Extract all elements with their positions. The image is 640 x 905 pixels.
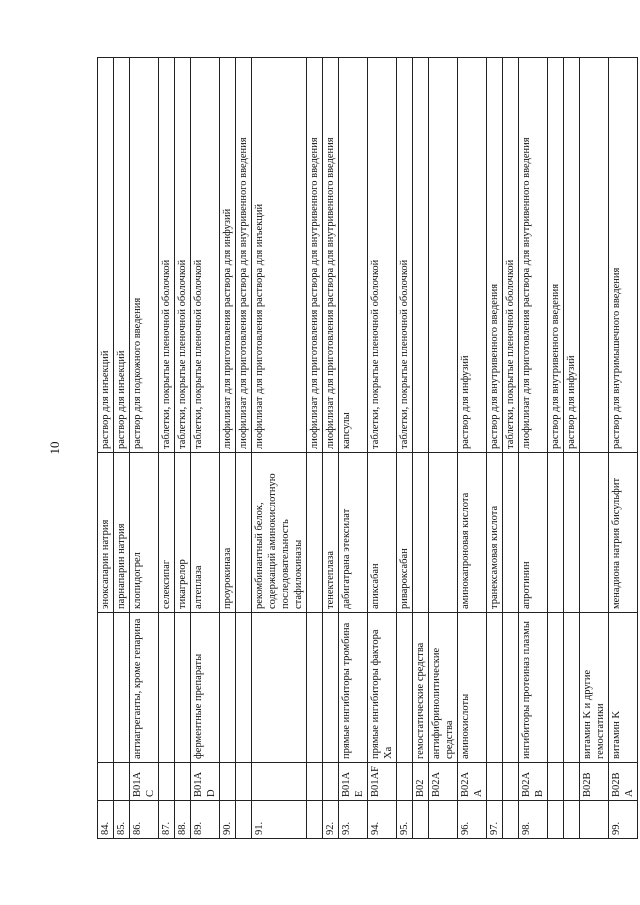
dosage-form: раствор для подкожного введения [130,58,159,453]
drug-name: менадиона натрия бисульфит [609,453,638,613]
row-number: 86. [130,801,159,839]
drug-name [580,453,609,613]
group-name: ингибиторы протеиназ плазмы [519,613,548,763]
drug-name: селексипаг [159,453,175,613]
row-number [503,801,519,839]
group-name: антифибринолитические средства [429,613,458,763]
group-name: витамин K и другие гемостатики [580,613,609,763]
row-number [236,801,252,839]
dosage-form: раствор для инъекций [98,58,114,453]
table-row [429,58,458,839]
drug-name: транексамовая кислота [487,453,503,613]
atc-code [564,763,580,801]
group-name [98,613,114,763]
table-row [564,58,580,839]
group-name [503,613,519,763]
dosage-form [429,58,458,453]
row-number [564,801,580,839]
atc-code: B02AB [519,763,548,801]
drug-name: дабигатрана этексилат [339,453,368,613]
dosage-form: лиофилизат для приготовления раствора для внутривенного введения [323,58,339,453]
group-name: ферментные препараты [191,613,220,763]
table-row [580,58,609,839]
atc-code [252,763,307,801]
medication-table [97,57,638,839]
row-number: 96. [458,801,487,839]
drug-name [236,453,252,613]
dosage-form: таблетки, покрытые пленочной оболочкой [191,58,220,453]
row-number: 94. [368,801,397,839]
atc-code [323,763,339,801]
table-row [487,58,503,839]
dosage-form: раствор для инъекций [114,58,130,453]
dosage-form: раствор для внутримышечного введения [609,58,638,453]
atc-code [220,763,236,801]
row-number: 88. [175,801,191,839]
group-name: гемостатические средства [413,613,429,763]
table-row [252,58,307,839]
atc-code [397,763,413,801]
row-number [307,801,323,839]
group-name: прямые ингибиторы тромбина [339,613,368,763]
dosage-form: таблетки, покрытые пленочной оболочкой [368,58,397,453]
atc-code: B02A [429,763,458,801]
dosage-form: раствор для внутривенного введения [548,58,564,453]
drug-name: парнапарин натрия [114,453,130,613]
row-number [548,801,564,839]
drug-name [307,453,323,613]
group-name: витамин K [609,613,638,763]
dosage-form: лиофилизат для приготовления раствора для инфузий [220,58,236,453]
table-row [519,58,548,839]
atc-code [307,763,323,801]
table-row [130,58,159,839]
group-name [397,613,413,763]
atc-code: B02 [413,763,429,801]
drug-name: ривароксабан [397,453,413,613]
page-number: 10 [47,441,62,455]
table-row [323,58,339,839]
table-row [397,58,413,839]
drug-name: клопидогрел [130,453,159,613]
row-number: 91. [252,801,307,839]
table-row [609,58,638,839]
group-name: антиагреганты, кроме гепарина [130,613,159,763]
table-row [220,58,236,839]
dosage-form: лиофилизат для приготовления раствора для инъекций [252,58,307,453]
dosage-form: таблетки, покрытые пленочной оболочкой [397,58,413,453]
row-number: 85. [114,801,130,839]
dosage-form: таблетки, покрытые пленочной оболочкой [159,58,175,453]
drug-name [548,453,564,613]
row-number [580,801,609,839]
drug-name: апротинин [519,453,548,613]
table-row [503,58,519,839]
atc-code [487,763,503,801]
dosage-form: таблетки, покрытые пленочной оболочкой [503,58,519,453]
group-name [175,613,191,763]
table-row [339,58,368,839]
group-name: аминокислоты [458,613,487,763]
row-number: 95. [397,801,413,839]
atc-code [175,763,191,801]
atc-code: B02B [580,763,609,801]
row-number: 99. [609,801,638,839]
atc-code: B02AA [458,763,487,801]
drug-name: проурокиназа [220,453,236,613]
dosage-form: лиофилизат для приготовления раствора для внутривенного введения [236,58,252,453]
group-name [548,613,564,763]
drug-name [429,453,458,613]
group-name [564,613,580,763]
drug-name: аминокапроновая кислота [458,453,487,613]
group-name [252,613,307,763]
dosage-form: лиофилизат для приготовления раствора для внутривенного введения [519,58,548,453]
table-row [307,58,323,839]
table-row [413,58,429,839]
dosage-form: раствор для инфузий [564,58,580,453]
dosage-form: капсулы [339,58,368,453]
drug-name [503,453,519,613]
dosage-form: раствор для инфузий [458,58,487,453]
atc-code: B01AE [339,763,368,801]
row-number [429,801,458,839]
row-number: 97. [487,801,503,839]
dosage-form: раствор для внутривенного введения [487,58,503,453]
table-row [159,58,175,839]
row-number: 93. [339,801,368,839]
drug-name [564,453,580,613]
atc-code [114,763,130,801]
drug-name: апиксабан [368,453,397,613]
group-name [307,613,323,763]
dosage-form: лиофилизат для приготовления раствора для внутривенного введения [307,58,323,453]
drug-name: тикагрелор [175,453,191,613]
drug-name: рекомбинантный белок, содержащий аминокислотную последовательность стафилокиназы [252,453,307,613]
atc-code: B01AD [191,763,220,801]
group-name [114,613,130,763]
atc-code [236,763,252,801]
row-number: 89. [191,801,220,839]
group-name [236,613,252,763]
group-name [323,613,339,763]
table-row [458,58,487,839]
table-row [368,58,397,839]
drug-name: эноксапарин натрия [98,453,114,613]
atc-code: B01AF [368,763,397,801]
group-name: прямые ингибиторы фактора Xa [368,613,397,763]
medication-table-rotated [97,58,635,839]
atc-code [548,763,564,801]
row-number: 90. [220,801,236,839]
atc-code [98,763,114,801]
dosage-form [413,58,429,453]
atc-code [503,763,519,801]
group-name [220,613,236,763]
atc-code: B02BA [609,763,638,801]
table-row [548,58,564,839]
table-row [98,58,114,839]
table-row [175,58,191,839]
row-number: 92. [323,801,339,839]
drug-name [413,453,429,613]
dosage-form [580,58,609,453]
row-number: 98. [519,801,548,839]
dosage-form: таблетки, покрытые пленочной оболочкой [175,58,191,453]
row-number: 87. [159,801,175,839]
drug-name: тенектеплаза [323,453,339,613]
atc-code: B01AC [130,763,159,801]
atc-code [159,763,175,801]
group-name [159,613,175,763]
table-row [236,58,252,839]
table-row [114,58,130,839]
group-name [487,613,503,763]
row-number [413,801,429,839]
row-number: 84. [98,801,114,839]
drug-name: алтеплаза [191,453,220,613]
table-row [191,58,220,839]
